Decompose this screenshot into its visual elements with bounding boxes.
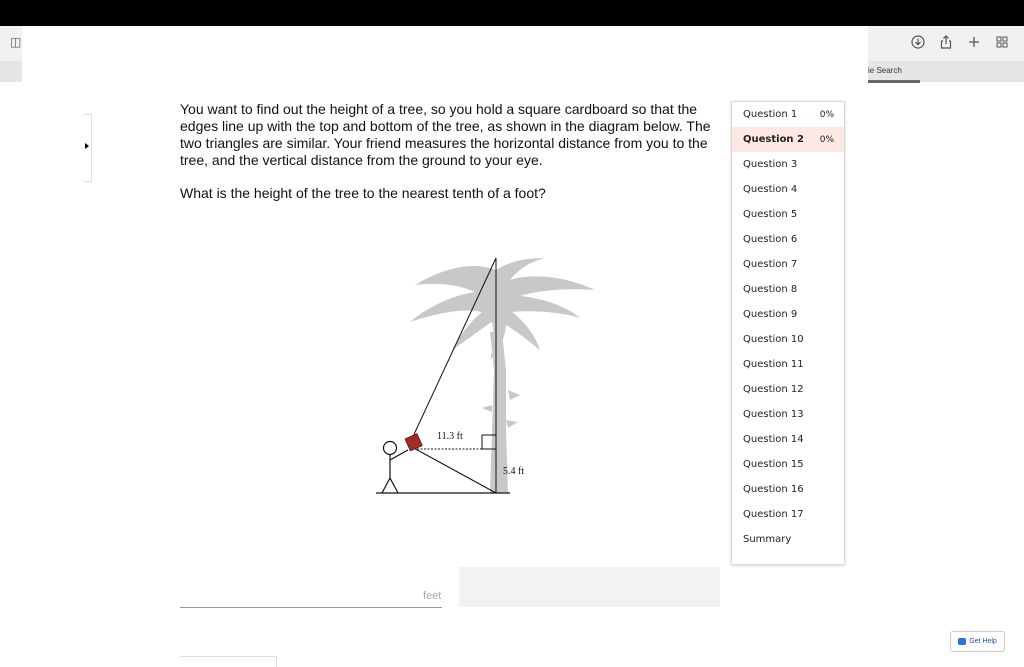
sidebar-toggle-icon[interactable]: ◫ (10, 35, 22, 49)
nav-question-item[interactable] (732, 477, 844, 502)
nav-question-item[interactable] (732, 427, 844, 452)
nav-question-item[interactable] (732, 177, 844, 202)
get-help-label: Get Help (969, 638, 997, 645)
collapse-panel-tab[interactable] (84, 114, 92, 182)
browser-toolbar (910, 34, 1010, 50)
tree-diagram (370, 250, 620, 500)
search-hint[interactable]: ie Search (868, 66, 902, 75)
nav-item-label: Question 2 (743, 134, 804, 145)
nav-item-label: Question 3 (743, 159, 798, 170)
horizontal-distance-label: 11.3 ft (437, 431, 463, 442)
nav-item-label: Question 13 (743, 409, 804, 420)
plus-icon[interactable] (966, 34, 982, 50)
question-text (180, 101, 725, 218)
nav-item-progress: 0% (819, 109, 834, 120)
nav-summary[interactable] (732, 527, 844, 552)
nav-question-item[interactable] (732, 277, 844, 302)
tabs-grid-icon[interactable] (994, 34, 1010, 50)
nav-question-item[interactable] (732, 352, 844, 377)
nav-item-label: Question 9 (743, 309, 798, 320)
nav-item-label: Question 4 (743, 184, 798, 195)
sight-line-bottom (410, 446, 496, 493)
nav-item-progress: 0% (819, 134, 834, 145)
nav-question-item[interactable] (732, 252, 844, 277)
question-nav-list (731, 101, 845, 565)
answer-unit-label: feet (423, 590, 442, 602)
nav-question-item[interactable] (732, 102, 844, 127)
nav-question-item[interactable] (732, 227, 844, 252)
nav-item-label: Question 14 (743, 434, 804, 445)
bottom-tab[interactable] (180, 656, 277, 667)
search-underline (868, 80, 920, 83)
nav-question-item[interactable] (732, 302, 844, 327)
nav-item-label: Question 6 (743, 234, 798, 245)
nav-question-item[interactable] (732, 402, 844, 427)
tree-silhouette (410, 258, 595, 493)
chat-icon (958, 638, 966, 645)
nav-question-item[interactable] (732, 152, 844, 177)
nav-item-label: Question 12 (743, 384, 804, 395)
get-help-button[interactable] (950, 631, 1005, 652)
nav-item-label: Question 8 (743, 284, 798, 295)
sight-line-top (410, 258, 496, 443)
person-figure (382, 442, 408, 494)
caret-right-icon (85, 143, 89, 149)
download-icon[interactable] (910, 34, 926, 50)
nav-item-label: Question 15 (743, 459, 804, 470)
nav-question-item[interactable] (732, 202, 844, 227)
nav-item-label: Question 5 (743, 209, 798, 220)
answer-feedback-box (459, 567, 720, 607)
nav-question-item[interactable] (732, 502, 844, 527)
nav-item-label: Summary (743, 534, 792, 545)
nav-item-label: Question 16 (743, 484, 804, 495)
nav-item-label: Question 1 (743, 109, 798, 120)
share-icon[interactable] (938, 34, 954, 50)
question-prompt: What is the height of the tree to the nearest tenth of a foot? (180, 185, 546, 201)
nav-item-label: Question 10 (743, 334, 804, 345)
nav-question-item[interactable] (732, 377, 844, 402)
nav-question-item[interactable] (732, 127, 844, 152)
cardboard-square (405, 434, 422, 451)
nav-item-label: Question 17 (743, 509, 804, 520)
nav-item-label: Question 11 (743, 359, 804, 370)
question-paragraph: You want to find out the height of a tree, so you hold a square cardboard so that the edges line up with the top and bottom of the tree, as shown in the diagram below. The two triangles are similar. Your friend measures the horizontal distance from you to the tree, and the vertical distance from the ground to your eye. (180, 101, 711, 168)
nav-question-item[interactable] (732, 327, 844, 352)
nav-question-item[interactable] (732, 452, 844, 477)
nav-item-label: Question 7 (743, 259, 798, 270)
os-top-bar (0, 0, 1024, 26)
answer-input-underline[interactable] (180, 607, 442, 608)
vertical-distance-label: 5.4 ft (503, 466, 525, 477)
